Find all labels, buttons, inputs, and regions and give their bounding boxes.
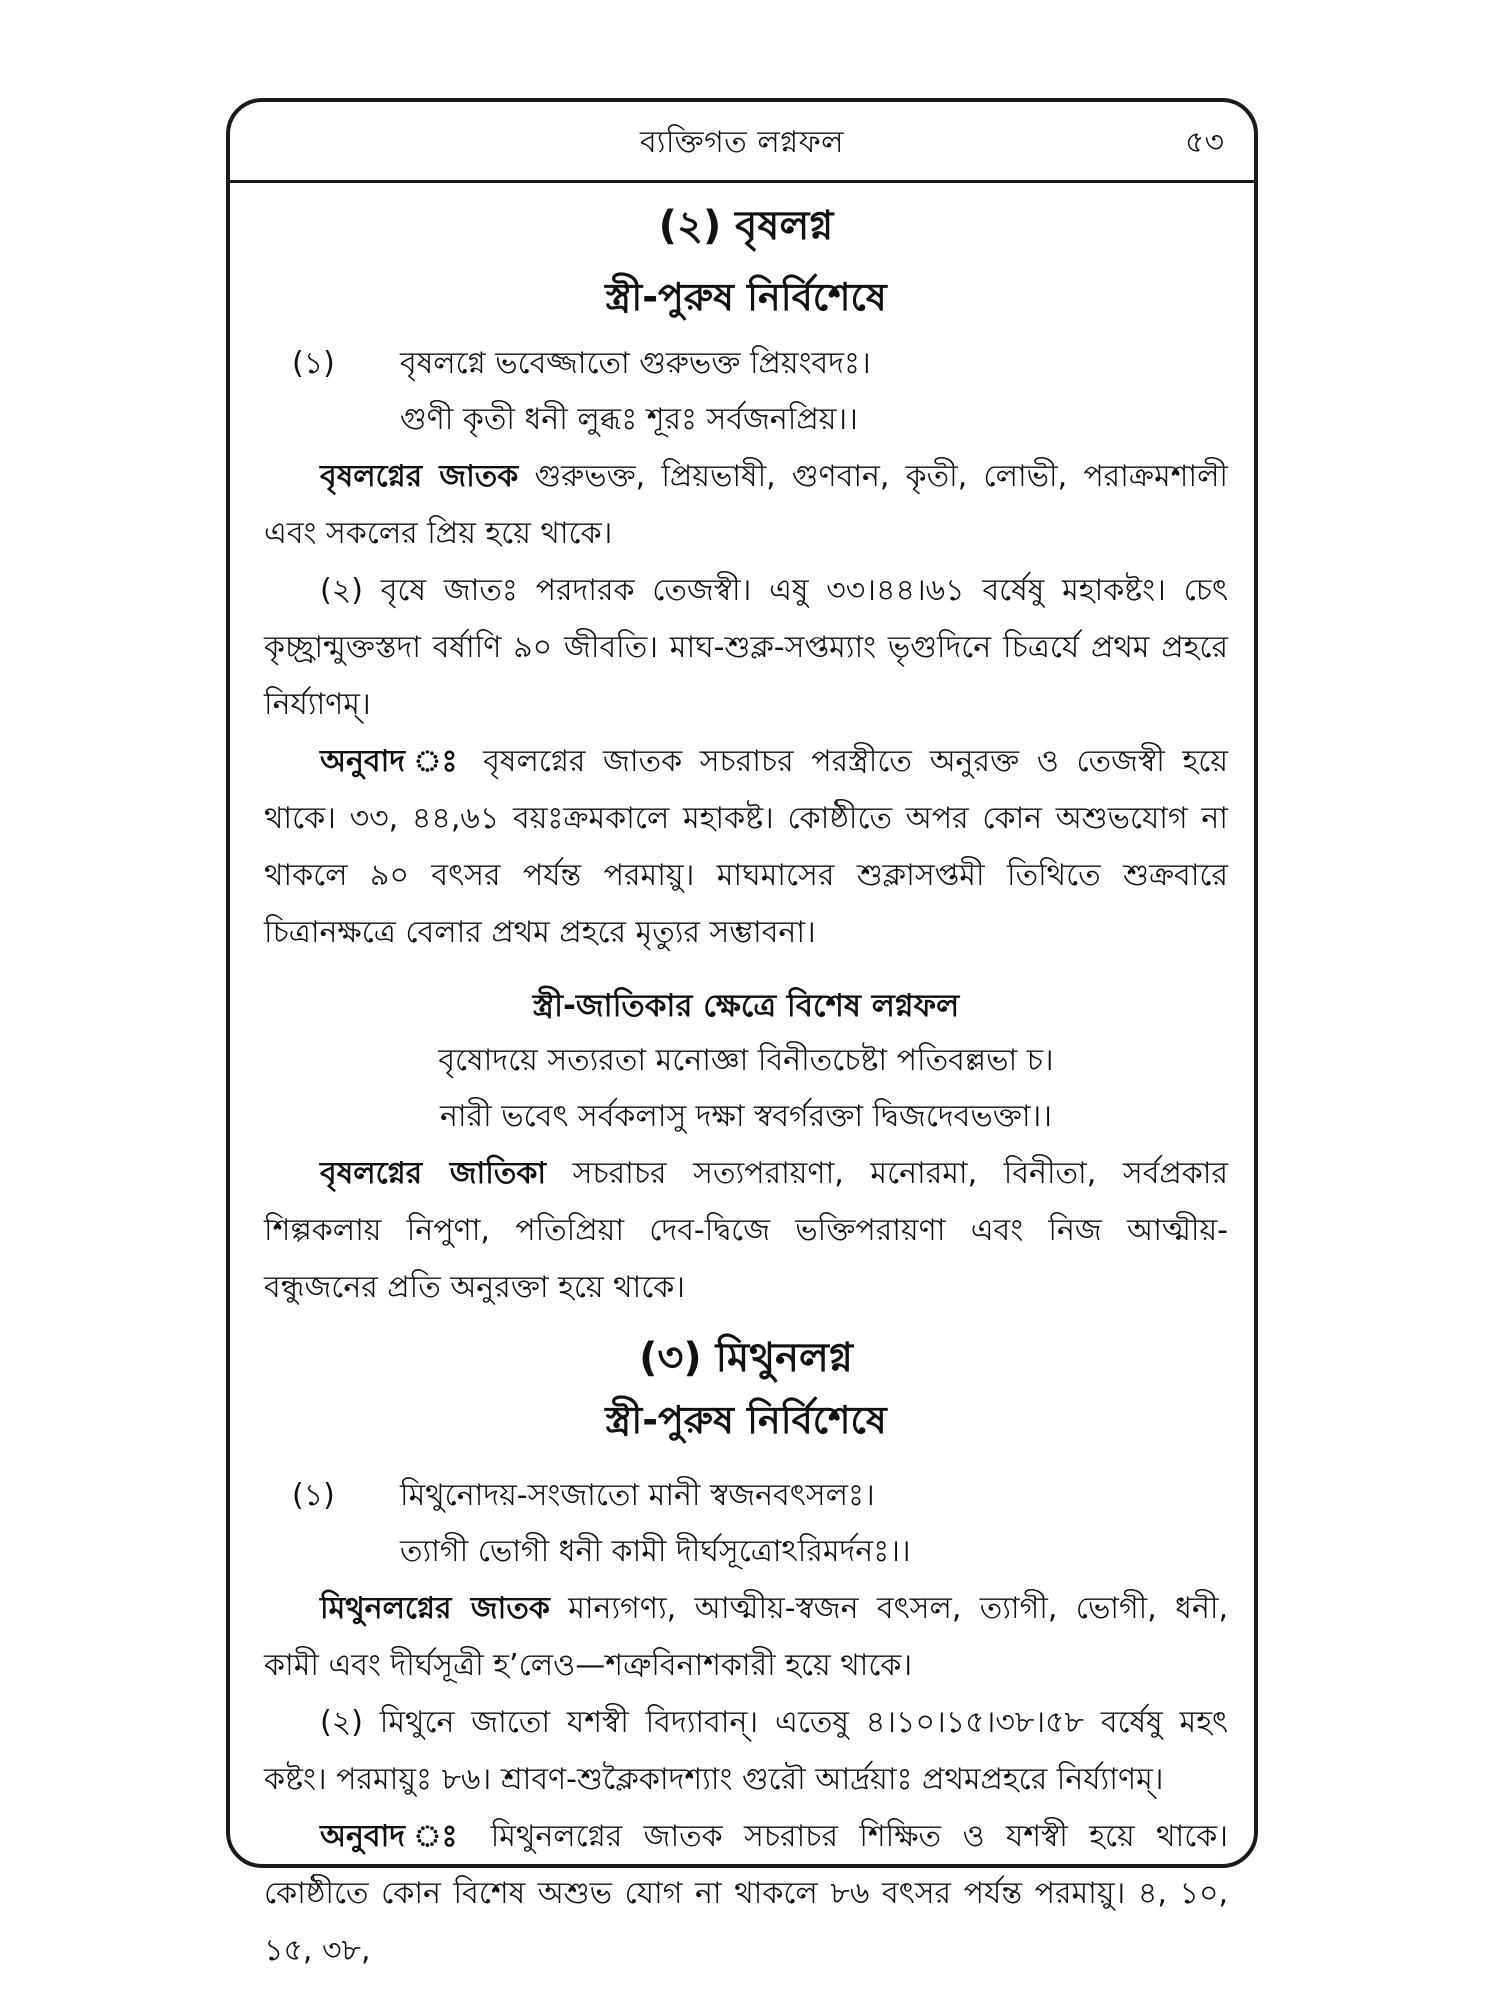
sloka-line: বৃষোদয়ে সত্যরতা মনোজ্ঞা বিনীতচেষ্টা পতিবল্লভা চ। (438, 1043, 1054, 1078)
sloka-line: গুণী কৃতী ধনী লুব্ধঃ শূরঃ সর্বজনপ্রিয়।। (400, 402, 858, 437)
sloka-line: বৃষলগ্নে ভবেজ্জাতো গুরুভক্ত প্রিয়ংবদঃ। (400, 346, 871, 381)
sec2-paragraph-2: (২) বৃষে জাতঃ পরদারক তেজস্বী। এষু ৩৩।৪৪।৬১ বর্ষেষু মহাকষ্টং। চেৎ কৃচ্ছ্রান্মুক্তস্তদা বর্ষাণি ৯০ জীবতি। মাঘ-শুক্ল-সপ্তম্যাং ভৃগুদিনে চিত্রর্যে প্রথম প্রহরে নির্য্যাণম্। (264, 573, 1228, 722)
bold-lead: অনুবাদ ঃ (320, 1819, 470, 1854)
sloka-line: নারী ভবেৎ সর্বকলাসু দক্ষা স্ববর্গরক্তা দ্বিজদেবভক্তা।। (439, 1099, 1053, 1134)
sec2-paragraph-1 (264, 448, 1228, 562)
paragraph-text: গুরুভক্ত, প্রিয়ভাষী, গুণবান, কৃতী, লোভী, পরাক্রমশালী এবং সকলের প্রিয় হয়ে থাকে। (264, 459, 1229, 551)
section-2-title: (২) বৃষলগ্ন (658, 203, 834, 249)
sec3-paragraph-3 (264, 1808, 1228, 1979)
sec2-sloka-1 (264, 336, 1228, 392)
running-title: ব্যক্তিগত লগ্নফল (640, 125, 844, 160)
paragraph-text: সচরাচর সত্যপরায়ণা, মনোরমা, বিনীতা, সর্বপ্রকার শিল্পকলায় নিপুণা, পতিপ্রিয়া দেব-দ্বিজে ভক্তিপরায়ণা এবং নিজ আত্মীয়-বন্ধুজনের প্রতি অনুরক্তা হয়ে থাকে। (264, 1156, 1228, 1305)
female-section-title: স্ত্রী-জাতিকার ক্ষেত্রে বিশেষ লগ্নফল (532, 988, 960, 1024)
sec3-paragraph-1 (264, 1580, 1228, 1694)
sloka-line: ত্যাগী ভোগী ধনী কামী দীর্ঘসূত্রোঽরিমর্দনঃ।। (400, 1534, 911, 1569)
page-body (264, 194, 1228, 1979)
sec3-sloka-1 (264, 1468, 1228, 1524)
sec3-paragraph-2: (২) মিথুনে জাতো যশস্বী বিদ্যাবান্। এতেষু ৪।১০।১৫।৩৮।৫৮ বর্ষেষু মহৎ কষ্টং। পরমায়ুঃ ৮৬। শ্রাবণ-শুক্লৈকাদশ্যাং গুরৌ আর্দ্রয়াঃ প্রথমপ্রহরে নির্য্যাণম্। (264, 1705, 1228, 1797)
bold-lead: অনুবাদ ঃ (320, 744, 466, 779)
page-number: ৫৩ (1185, 125, 1224, 160)
bold-lead: মিথুনলগ্নের জাতক (320, 1591, 550, 1626)
bold-lead: বৃষলগ্নের জাতক (320, 459, 519, 494)
sloka-line: মিথুনোদয়-সংজাতো মানী স্বজনবৎসলঃ। (400, 1478, 875, 1513)
paragraph-text: মিথুনলগ্নের জাতক সচরাচর শিক্ষিত ও যশস্বী হয়ে থাকে। কোষ্ঠীতে কোন বিশেষ অশুভ যোগ না থাকলে ৮৬ বৎসর পর্যন্ত পরমায়ু। ৪, ১০, ১৫, ৩৮, (264, 1819, 1228, 1968)
sec2-paragraph-3 (264, 733, 1228, 961)
page-frame (226, 98, 1258, 1968)
paragraph-text: মান্যগণ্য, আত্মীয়-স্বজন বৎসল, ত্যাগী, ভোগী, ধনী, কামী এবং দীর্ঘসূত্রী হ’লেও—শত্রুবিনাশকারী হয়ে থাকে। (264, 1591, 1228, 1683)
sloka-number: (১) (292, 346, 335, 381)
sloka-number: (১) (292, 1478, 335, 1513)
paragraph-text: বৃষলগ্নের জাতক সচরাচর পরস্ত্রীতে অনুরক্ত ও তেজস্বী হয়ে থাকে। ৩৩, ৪৪,৬১ বয়ঃক্রমকালে মহাকষ্ট। কোষ্ঠীতে অপর কোন অশুভযোগ না থাকলে ৯০ বৎসর পর্যন্ত পরমায়ু। মাঘমাসের শুক্লাসপ্তমী তিথিতে শুক্রবারে চিত্রানক্ষত্রে বেলার প্রথম প্রহরে মৃত্যুর সম্ভাবনা। (264, 744, 1228, 950)
section-3-title: (৩) মিথুনলগ্ন (639, 1335, 853, 1381)
section-2-subtitle: স্ত্রী-পুরুষ নির্বিশেষে (605, 275, 887, 319)
sec2-paragraph-4 (264, 1145, 1228, 1316)
page-header (230, 102, 1254, 183)
section-3-subtitle: স্ত্রী-পুরুষ নির্বিশেষে (605, 1398, 887, 1442)
bold-lead: বৃষলগ্নের জাতিকা (320, 1156, 547, 1191)
